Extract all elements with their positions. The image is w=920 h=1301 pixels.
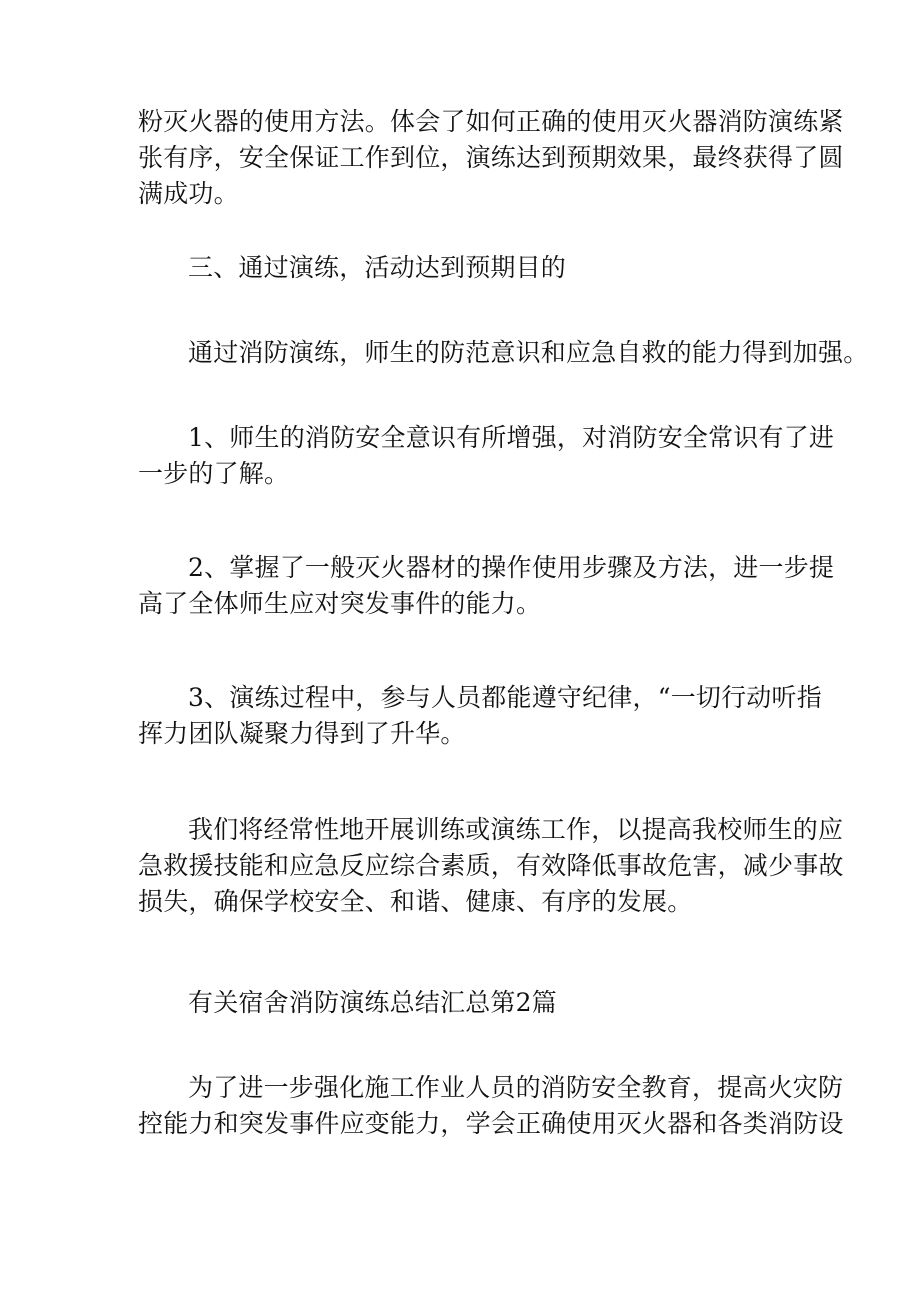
text-line: 为了进一步强化施工作业人员的消防安全教育，提高火灾防 [188,1073,844,1102]
text-line: 我们将经常性地开展训练或演练工作，以提高我校师生的应 [188,815,844,844]
list-item-3 [138,680,822,752]
text-line: 通过消防演练，师生的防范意识和应急自救的能力得到加强。 [188,338,869,367]
text-line: 3、演练过程中，参与人员都能遵守纪律，“一切行动听指 [188,683,822,712]
text-line: 2、掌握了一般灭火器材的操作使用步骤及方法，进一步提 [188,553,835,582]
text-line: 三、通过演练，活动达到预期目的 [188,253,567,282]
paragraph-continuation [138,104,844,212]
paragraph-article-2-intro [138,1070,844,1142]
paragraph-intro [138,335,869,371]
text-line: 控能力和突发事件应变能力，学会正确使用灭火器和各类消防设 [138,1109,844,1138]
article-title [138,985,798,1021]
list-item-2 [138,550,835,622]
section-heading [138,250,798,286]
text-line: 有关宿舍消防演练总结汇总第2篇 [188,988,557,1017]
text-line: 挥力团队凝聚力得到了升华。 [138,719,466,748]
text-line: 损失，确保学校安全、和谐、健康、有序的发展。 [138,887,693,916]
text-line: 1、师生的消防安全意识有所增强，对消防安全常识有了进 [188,423,835,452]
paragraph-conclusion [138,812,844,920]
text-line: 一步的了解。 [138,459,290,488]
list-item-1 [138,420,835,492]
text-line: 张有序，安全保证工作到位，演练达到预期效果，最终获得了圆 [138,143,844,172]
text-line: 高了全体师生应对突发事件的能力。 [138,589,542,618]
text-line: 满成功。 [138,179,239,208]
text-line: 急救援技能和应急反应综合素质，有效降低事故危害，减少事故 [138,851,844,880]
text-line: 粉灭火器的使用方法。体会了如何正确的使用灭火器消防演练紧 [138,107,844,136]
